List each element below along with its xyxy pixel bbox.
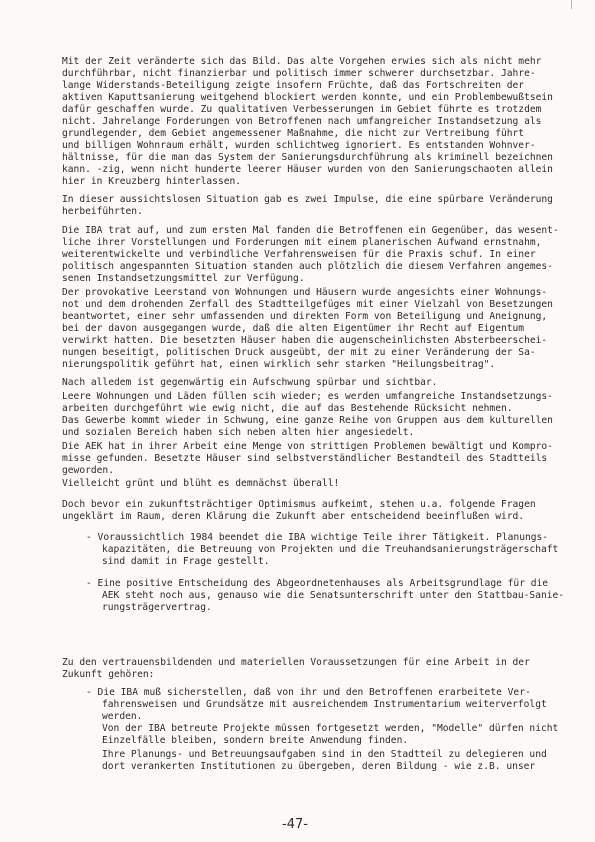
list-item-continuation: Von der IBA betreute Projekte müssen fortgesetzt werden, "Modelle" dürfen nicht	[102, 723, 559, 734]
list-item-continuation: sind damit in Frage gestellt.	[102, 556, 270, 567]
text-line: dafür geschaffen wurde. Zu qualitativen Verbesserungen im Gebiet führte es trotzdem	[62, 104, 542, 115]
text-line: aktiven Kaputtsanierung weitgehend blockiert werden konnte, und ein Problembewußtsein	[62, 92, 553, 103]
list-item-continuation: Ihre Planungs- und Betreuungsaufgaben sind in den Stadtteil zu delegieren und	[102, 749, 547, 760]
text-line: Die IBA trat auf, und zum ersten Mal fanden die Betroffenen ein Gegenüber, das wesent-	[62, 225, 559, 236]
text-line: ungeklärt im Raum, deren Klärung die Zukunft aber entscheidend beeinflußen wird.	[62, 511, 525, 522]
text-line: In dieser aussichtslosen Situation gab es zwei Impulse, die eine spürbare Veränderung	[62, 194, 553, 205]
text-line: durchführbar, nicht finanzierbar und politisch immer schwerer durchsetzbar. Jahre-	[62, 68, 536, 79]
text-line: geworden.	[62, 465, 114, 476]
text-line: misse gefunden. Besetzte Häuser sind selbstverständlicher Bestandteil des Stadtteils	[62, 453, 548, 464]
text-line: Zu den vertrauensbildenden und materiellen Voraussetzungen für eine Arbeit in der	[62, 657, 530, 668]
text-line: Zukunft gehören:	[62, 669, 155, 680]
text-line: Mit der Zeit veränderte sich das Bild. Das alte Vorgehen erwies sich als nicht mehr	[62, 56, 542, 67]
text-line: nicht. Jahrelange Forderungen von Betroffenen nach umfangreicher Instandsetzung als	[62, 116, 542, 127]
text-line: Der provokative Leerstand von Wohnungen und Häusern wurde angesichts einer Wohnungs-	[62, 287, 548, 298]
text-line: Nach alledem ist gegenwärtig ein Aufschwung spürbar und sichtbar.	[62, 377, 438, 388]
text-line: Vielleicht grünt und blüht es demnächst überall!	[62, 478, 340, 489]
text-line: nierungspolitik geführt hat, einen wirklich sehr starken "Heilungsbeitrag".	[62, 359, 496, 370]
text-line: politisch angespannten Situation standen auch plötzlich die diesem Verfahren angemes-	[62, 261, 553, 272]
list-item-continuation: kapazitäten, die Betreuung von Projekten und die Treuhandsanierungsträgerschaft	[102, 544, 559, 555]
list-item-continuation: dort verankerten Institutionen zu übergeben, deren Bildung - wie z.B. unser	[102, 761, 536, 772]
text-line: beantwortet, einer sehr umfassenden und direkten Form von Beteiligung und Aneignung,	[62, 311, 548, 322]
text-line: kann. -zig, wenn nicht hunderte leerer Häuser wurden von den Sanierungschaoten allein	[62, 164, 553, 175]
text-line: senen Instandsetzungsmittel zur Verfügung.	[62, 273, 305, 284]
text-line: bei der davon ausgegangen wurde, daß die alten Eigentümer ihr Recht auf Eigentum	[62, 323, 525, 334]
text-line: Doch bevor ein zukunftsträchtiger Optimismus aufkeimt, stehen u.a. folgende Fragen	[62, 499, 536, 510]
scan-edge-mark	[571, 0, 572, 9]
text-line: nungen beseitigt, politischen Druck ausgeübt, der mit zu einer Veränderung der Sa-	[62, 347, 536, 358]
text-line: und billigen Wohnraum erhält, wurden schlichtweg ignoriert. Es entstanden Wohnver-	[62, 140, 536, 151]
text-line: liche ihrer Vorstellungen und Forderungen mit einem planerischen Aufwand ernstnahm,	[62, 237, 542, 248]
text-line: Das Gewerbe kommt wieder in Schwung, eine ganze Reihe von Gruppen aus dem kulturellen	[62, 415, 553, 426]
list-item: - Die IBA muß sicherstellen, daß von ihr und den Betroffenen erarbeitete Ver-	[86, 687, 531, 698]
text-line: grundlegender, dem Gebiet angemessener Maßnahme, die nicht zur Vertreibung führt	[62, 128, 525, 139]
list-item-continuation: Einzelfälle bleiben, sondern breite Anwendung finden.	[102, 735, 409, 746]
list-item: - Eine positive Entscheidung des Abgeordnetenhauses als Arbeitsgrundlage für die	[86, 578, 549, 589]
text-line: lange Widerstands-Beteiligung zeigte insofern Früchte, daß das Fortschreiten der	[62, 80, 525, 91]
list-item-continuation: fahrensweisen und Grundsätze mit ausreichendem Instrumentarium weiterverfolgt	[102, 699, 547, 710]
text-line: herbeiführten.	[62, 206, 143, 217]
text-line: verwirkt hatten. Die besetzten Häuser haben die augenscheinlichsten Absterbeerschei-	[62, 335, 548, 346]
list-item-continuation: werden.	[102, 711, 143, 722]
list-item: - Voraussichtlich 1984 beendet die IBA wichtige Teile ihrer Tätigkeit. Planungs-	[86, 532, 549, 543]
page-number: -47-	[282, 817, 308, 832]
list-item-continuation: AEK steht noch aus, genauso wie die Senatsunterschrift unter den Stattbau-Sanie-	[102, 590, 565, 601]
text-line: weiterentwickelte und verbindliche Verfahrensweisen für die Praxis schuf. In einer	[62, 249, 536, 260]
text-line: hier in Kreuzberg hinterlassen.	[62, 176, 242, 187]
text-line: Die AEK hat in ihrer Arbeit eine Menge von strittigen Problemen bewältigt und Kompro-	[62, 441, 553, 452]
text-line: arbeiten durchgeführt wie ewig nicht, die auf das Bestehende Rücksicht nehmen.	[62, 403, 513, 414]
text-line: Leere Wohnungen und Läden füllen scih wieder; es werden umfangreiche Instandsetzungs-	[62, 391, 553, 402]
text-line: hältnisse, für die man das System der Sanierungsdurchführung als kriminell bezeichnen	[62, 152, 553, 163]
list-item-continuation: rungsträgervertrag.	[102, 602, 212, 613]
text-line: not und dem drohenden Zerfall des Stadtteilgefüges mit einer Vielzahl von Besetzungen	[62, 299, 553, 310]
text-line: und sozialen Bereich haben sich neben alten hier angesiedelt.	[62, 427, 415, 438]
